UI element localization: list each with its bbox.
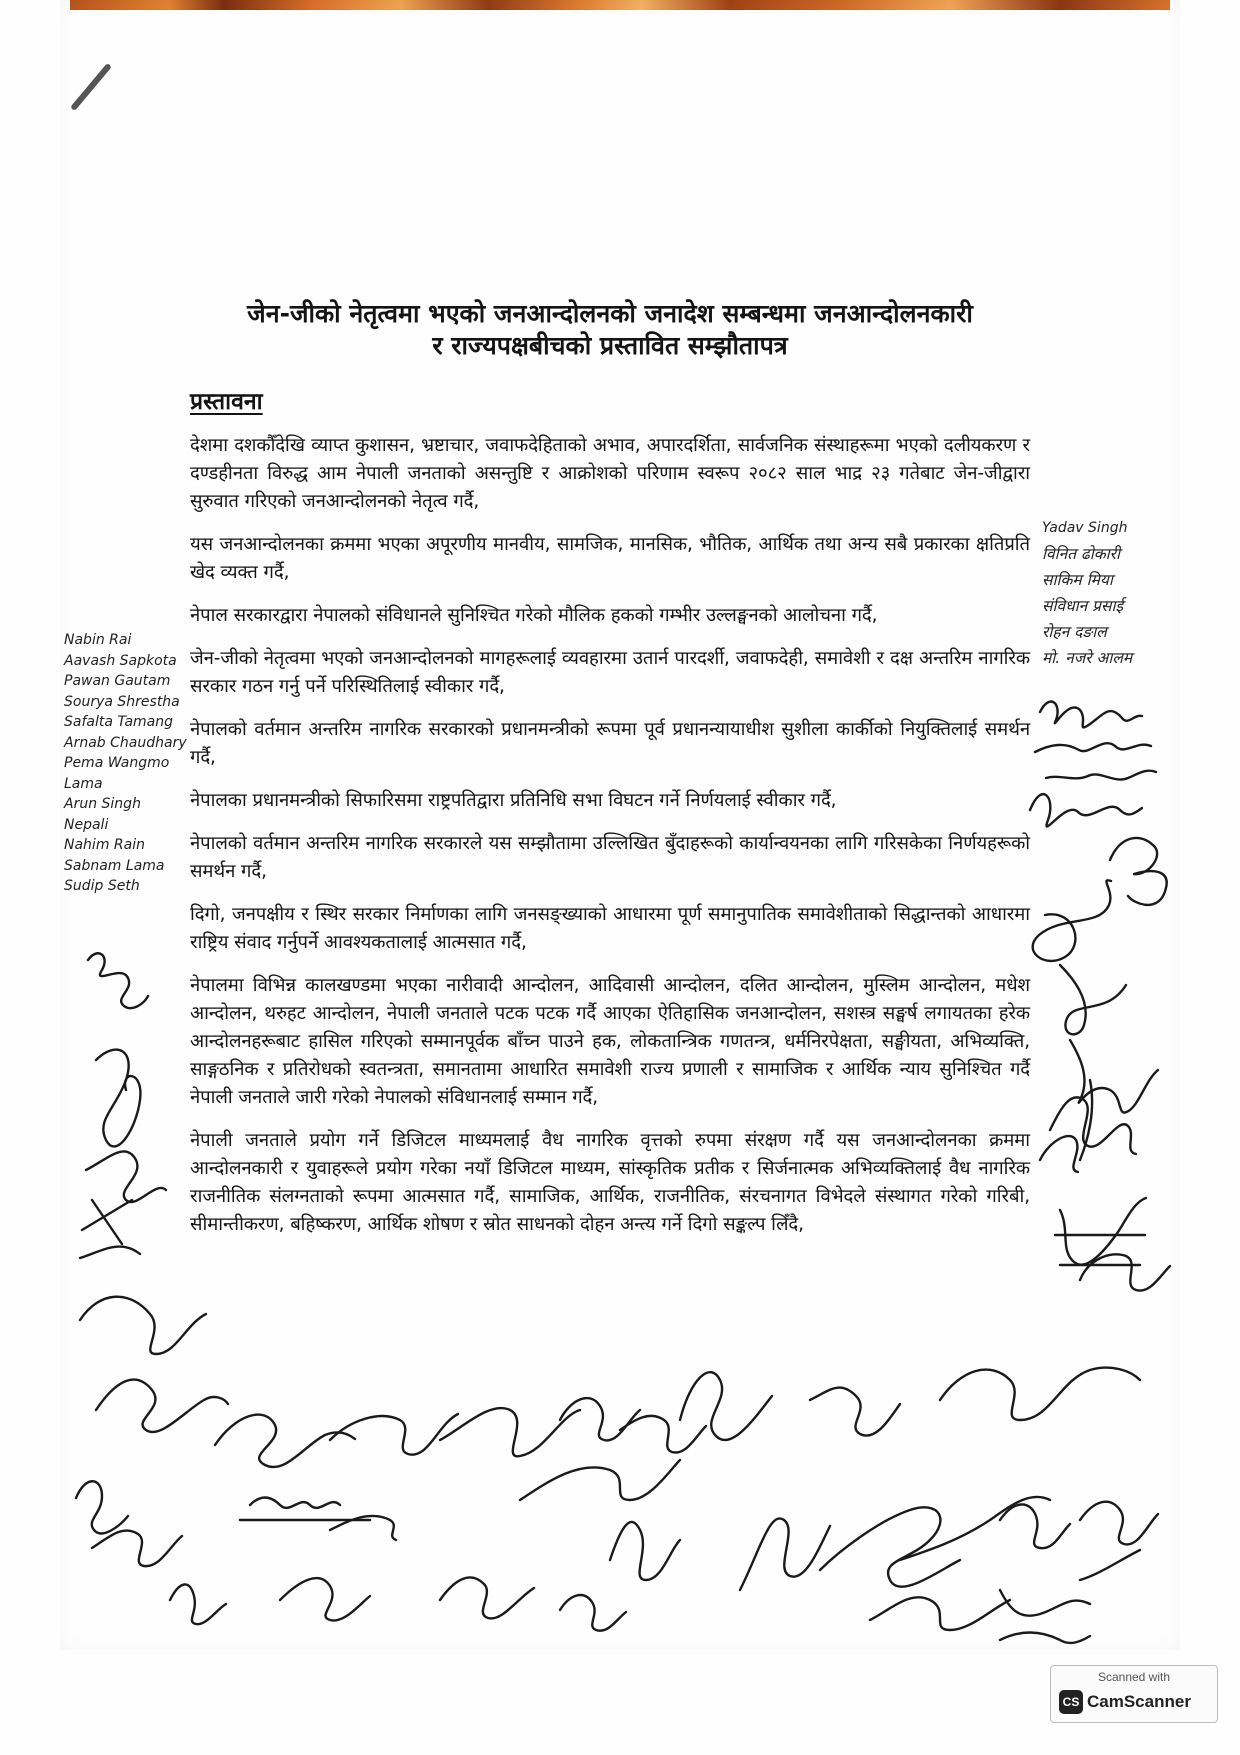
signatory-names-left (64, 630, 202, 897)
signatory-name: संविधान प्रसाई (1042, 597, 1124, 615)
paragraph: नेपालमा विभिन्न कालखण्डमा भएका नारीवादी आन्दोलन, आदिवासी आन्दोलन, दलित आन्दोलन, मुस्लिम आन्दोलन, मधेश आन्दोलन, थरुहट आन्दोलन, नेपाली जनताले पटक पटक गर्दै आएका ऐतिहासिक जनआन्दोलन, सशस्त्र सङ्घर्ष लगायतका हरेक आन्दोलनहरूबाट हासिल गरिएको सम्मानपूर्वक बाँच्न पाउने हक, लोकतान्त्रिक गणतन्त्र, धर्मनिरपेक्षता, सङ्घीयता, अभिव्यक्ति, साङ्गठनिक र प्रतिरोधको स्वतन्त्रता, समानतामा आधारित समावेशी राज्य प्रणाली र सामाजिक र आर्थिक न्याय सुनिश्चित गर्दै नेपाली जनताले जारी गरेको नेपालको संविधानलाई सम्मान गर्दै, (190, 975, 1030, 1108)
paragraph: दिगो, जनपक्षीय र स्थिर सरकार निर्माणका लागि जनसङ्ख्याको आधारमा पूर्ण समानुपातिक समावेशीताको सिद्धान्तको आधारमा राष्ट्रिय संवाद गर्नुपर्ने आवश्यकतालाई आत्मसात गर्दै, (190, 904, 1030, 953)
signatory-name: Nepali (64, 816, 109, 833)
paragraph: नेपालको वर्तमान अन्तरिम नागरिक सरकारले यस सम्झौतामा उल्लिखित बुँदाहरूको कार्यान्वयनका लागि गरिसकेका निर्णयहरूको समर्थन गर्दै, (190, 833, 1030, 882)
paragraph: नेपाली जनताले प्रयोग गर्ने डिजिटल माध्यमलाई वैध नागरिक वृत्तको रुपमा संरक्षण गर्दै यस जनआन्दोलनका क्रममा आन्दोलनकारी र युवाहरूले प्रयोग गरेका नयाँ डिजिटल माध्यम, सांस्कृतिक प्रतीक र सिर्जनात्मक अभिव्यक्तिलाई वैध नागरिक राजनीतिक संलग्नताको रूपमा आत्मसात गर्दै, सामाजिक, आर्थिक, राजनीतिक, संरचनागत विभेदले संस्थागत गरेको गरिबी, सीमान्तीकरण, बहिष्करण, आर्थिक शोषण र स्रोत साधनको दोहन अन्त्य गर्ने दिगो सङ्कल्प लिँदै, (190, 1130, 1030, 1235)
preamble-body (190, 432, 1030, 1254)
signatory-name: Sourya Shrestha (64, 693, 180, 710)
signatory-name: Sudip Seth (64, 878, 140, 894)
signatory-name: मो. नजरे आलम (1042, 649, 1133, 667)
camscanner-logo-icon: CS (1059, 1690, 1083, 1714)
signatory-name: Arnab Chaudhary (64, 734, 187, 751)
signatory-name: Aavash Sapkota (64, 652, 177, 669)
signatory-name: साकिम मिया (1042, 571, 1113, 589)
signatory-name: Sabnam Lama (64, 857, 165, 874)
signatory-names-right (1042, 515, 1182, 671)
title-line-1: जेन-जीको नेतृत्वमा भएको जनआन्दोलनको जनादेश सम्बन्धमा जनआन्दोलनकारी (247, 299, 973, 328)
signatory-name: Pawan Gautam (64, 673, 171, 689)
camscanner-watermark (1050, 1665, 1218, 1723)
paragraph: यस जनआन्दोलनका क्रममा भएका अपूरणीय मानवीय, सामजिक, मानसिक, भौतिक, आर्थिक तथा अन्य सबै प्रकारका क्षतिप्रति खेद व्यक्त गर्दै, (190, 534, 1030, 583)
title-line-2: र राज्यपक्षबीचको प्रस्तावित सम्झौतापत्र (432, 331, 788, 360)
section-heading: प्रस्तावना (190, 389, 263, 415)
paragraph: नेपालका प्रधानमन्त्रीको सिफारिसमा राष्ट्रपतिद्वारा प्रतिनिधि सभा विघटन गर्ने निर्णयलाई स्वीकार गर्दै, (190, 790, 837, 811)
signatory-name: Nabin Rai (64, 632, 132, 648)
signatory-name: Safalta Tamang (64, 714, 174, 730)
signatory-name: Nahim Rain (64, 837, 145, 853)
document-title (160, 298, 1060, 362)
paragraph: नेपाल सरकारद्वारा नेपालको संविधानले सुनिश्चित गरेको मौलिक हकको गम्भीर उल्लङ्घनको आलोचना गर्दै, (190, 605, 878, 626)
paragraph: जेन-जीको नेतृत्वमा भएको जनआन्दोलनको मागहरूलाई व्यवहारमा उतार्न पारदर्शी, जवाफदेही, समावेशी र दक्ष अन्तरिम नागरिक सरकार गठन गर्नु पर्ने परिस्थितिलाई स्वीकार गर्दै, (190, 648, 1030, 697)
signatory-name: विनित ढोकारी (1042, 545, 1121, 563)
watermark-brand: CamScanner (1087, 1692, 1191, 1711)
paragraph: देशमा दशकौँदेखि व्याप्त कुशासन, भ्रष्टाचार, जवाफदेहिताको अभाव, अपारदर्शिता, सार्वजनिक संस्थाहरूमा भएको दलीयकरण र दण्डहीनता विरुद्ध आम नेपाली जनताको असन्तुष्टि र आक्रोशको परिणाम स्वरूप २०८२ साल भाद्र २३ गतेबाट जेन-जीद्वारा सुरुवात गरिएको जनआन्दोलनको नेतृत्व गर्दै, (190, 435, 1030, 512)
signatory-name: Yadav Singh (1042, 520, 1128, 536)
watermark-caption: Scanned with (1097, 1670, 1171, 1684)
signatory-name: Lama (64, 775, 103, 792)
paragraph: नेपालको वर्तमान अन्तरिम नागरिक सरकारको प्रधानमन्त्रीको रूपमा पूर्व प्रधानन्यायाधीश सुशीला कार्कीको नियुक्तिलाई समर्थन गर्दै, (190, 719, 1030, 768)
signatory-name: रोहन दङाल (1042, 623, 1107, 641)
signatory-name: Pema Wangmo (64, 755, 170, 771)
signatory-name: Arun Singh (64, 796, 141, 812)
